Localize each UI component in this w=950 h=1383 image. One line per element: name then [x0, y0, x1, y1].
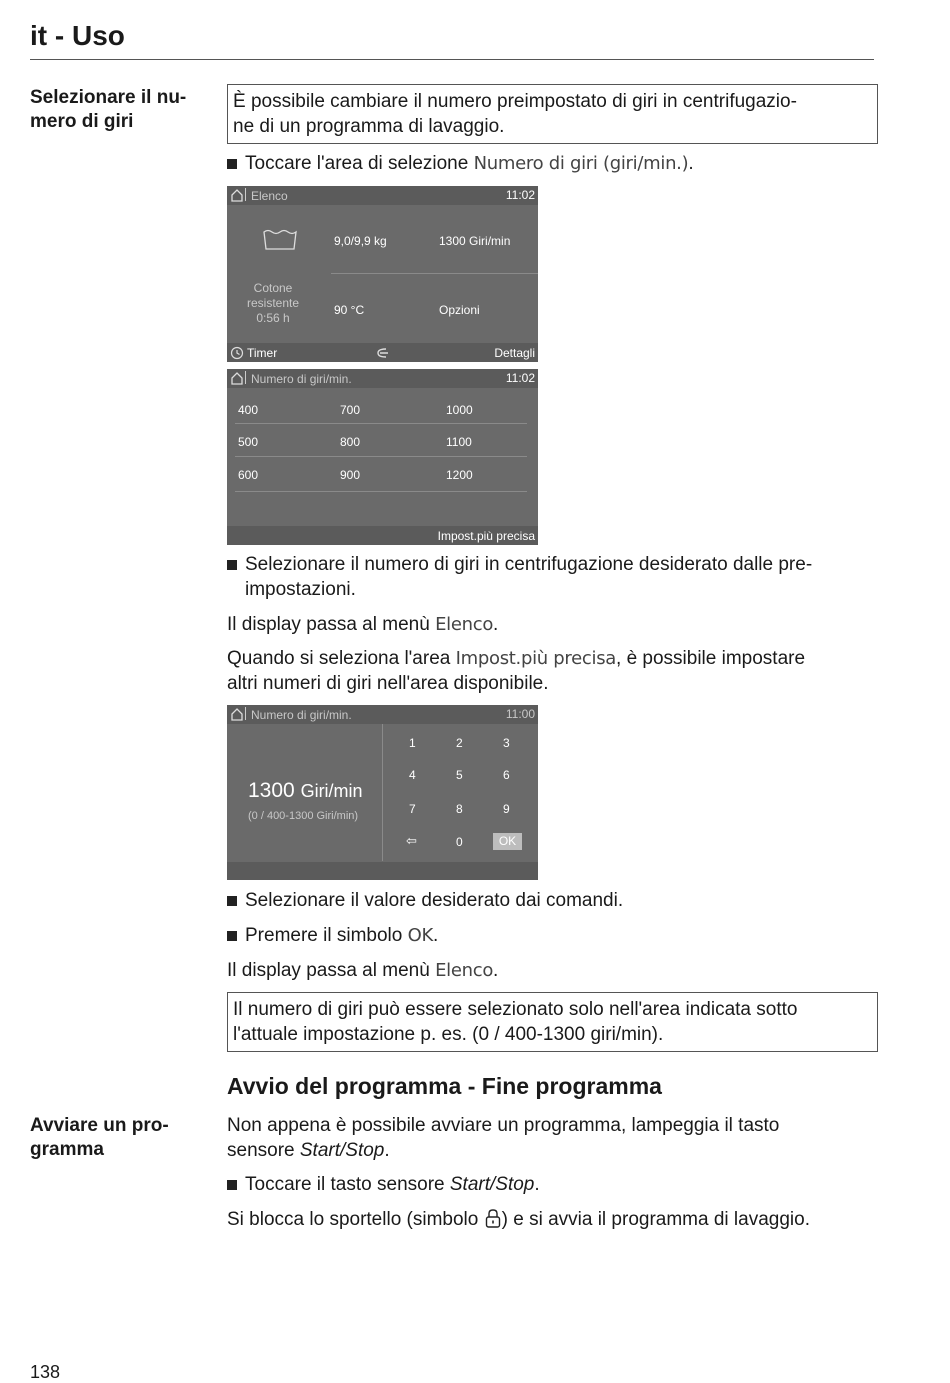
para-text: sensore	[227, 1140, 300, 1161]
ui-term: OK	[407, 925, 433, 946]
temperature-value[interactable]: 90 °C	[334, 303, 365, 317]
screen-time: 11:02	[505, 188, 535, 202]
note-line: Il numero di giri può essere selezionato solo nell'area indicata sotto	[233, 999, 798, 1020]
home-icon[interactable]	[230, 707, 244, 721]
bullet-square-icon	[227, 931, 237, 941]
note-box	[227, 992, 878, 1052]
keypad-key-8[interactable]: 8	[456, 802, 463, 816]
bullet-line: impostazioni.	[245, 579, 356, 600]
row-divider	[235, 423, 527, 424]
para-end: .	[493, 614, 499, 635]
backspace-icon[interactable]: ⇦	[406, 834, 417, 849]
para-end: , è possibile impostare	[616, 648, 806, 669]
paragraph-display-list-2	[227, 958, 877, 983]
keypad-key-0[interactable]: 0	[456, 835, 463, 849]
side-label-line: Avviare un pro-	[30, 1115, 169, 1136]
keypad-key-5[interactable]: 5	[456, 768, 463, 782]
ui-term: Elenco	[435, 960, 494, 981]
speed-entry-value: 1300	[248, 779, 295, 802]
speed-range: (0 / 400-1300 Giri/min)	[248, 810, 359, 822]
paragraph-door-lock	[227, 1207, 877, 1232]
para-text: Il display passa al menù	[227, 960, 436, 981]
speed-option[interactable]: 700	[340, 403, 361, 417]
program-name[interactable]	[247, 281, 299, 326]
side-label-select-speed	[30, 86, 210, 134]
paragraph-precise-setting	[227, 646, 877, 696]
keypad-key-4[interactable]: 4	[409, 768, 416, 782]
start-stop-term: Start/Stop	[299, 1140, 385, 1161]
page-title: it - Uso	[30, 20, 125, 51]
bullet-end: .	[534, 1174, 540, 1195]
bullet-text: Selezionare il valore desiderato dai comandi.	[245, 890, 624, 911]
display-screen-keypad	[227, 705, 538, 880]
speed-option[interactable]: 800	[340, 435, 361, 449]
program-line: Cotone	[253, 281, 293, 295]
home-icon[interactable]	[230, 371, 244, 385]
side-label-line: Selezionare il nu-	[30, 87, 187, 108]
display-screen-speed-presets	[227, 369, 538, 545]
bullet-text: Toccare l'area di selezione	[245, 153, 474, 174]
note-line: l'attuale impostazione p. es. (0 / 400-1300 giri/min).	[233, 1024, 664, 1045]
bullet-select-value	[227, 888, 877, 913]
speed-option[interactable]: 600	[238, 468, 259, 482]
para-text: Si blocca lo sportello (simbolo	[227, 1209, 484, 1230]
para-line: Non appena è possibile avviare un programma, lampeggia il tasto	[227, 1115, 780, 1136]
row-divider	[235, 491, 527, 492]
bullet-text: Toccare il tasto sensore	[245, 1174, 450, 1195]
lock-icon	[484, 1208, 502, 1228]
row-divider	[235, 456, 527, 457]
para-text: Quando si seleziona l'area	[227, 648, 456, 669]
para-end: .	[384, 1140, 390, 1161]
speed-option[interactable]: 900	[340, 468, 361, 482]
details-button[interactable]: Dettagli	[494, 346, 535, 360]
keypad-key-7[interactable]: 7	[409, 802, 416, 816]
keypad-key-9[interactable]: 9	[503, 802, 510, 816]
bullet-text: Premere il simbolo	[245, 925, 408, 946]
speed-value[interactable]: 1300 Giri/min	[439, 234, 511, 248]
start-stop-term: Start/Stop	[449, 1174, 535, 1195]
clock-icon	[230, 346, 244, 360]
para-end: .	[493, 960, 499, 981]
section-heading: Avvio del programma - Fine programma	[227, 1073, 662, 1099]
screen-header-label: Numero di giri/min.	[251, 372, 352, 386]
wash-tub-icon	[263, 228, 297, 250]
bullet-square-icon	[227, 560, 237, 570]
para-end: ) e si avvia il programma di lavaggio.	[501, 1209, 810, 1230]
para-line: altri numeri di giri nell'area disponibile.	[227, 673, 549, 694]
screen-footer-bar	[227, 862, 538, 880]
timer-button[interactable]: Timer	[247, 346, 278, 360]
bullet-square-icon	[227, 1180, 237, 1190]
home-icon[interactable]	[230, 188, 244, 202]
side-label-line: gramma	[30, 1139, 104, 1160]
bullet-select-preset	[227, 552, 877, 602]
header-separator	[245, 707, 246, 720]
program-line: resistente	[247, 296, 300, 310]
ok-button[interactable]: OK	[493, 833, 522, 850]
options-button[interactable]: Opzioni	[439, 303, 480, 317]
speed-entry-display	[248, 779, 363, 803]
ui-term: Elenco	[435, 614, 494, 635]
page-number: 138	[30, 1362, 61, 1382]
para-text: Il display passa al menù	[227, 614, 436, 635]
keypad-key-1[interactable]: 1	[409, 736, 416, 750]
display-screen-list	[227, 186, 538, 362]
load-value[interactable]: 9,0/9,9 kg	[334, 234, 387, 248]
screen-header-label: Numero di giri/min.	[251, 708, 352, 722]
info-box	[227, 84, 878, 144]
ui-term: Impost.più precisa	[455, 648, 617, 669]
screen-time: 11:02	[505, 371, 535, 385]
side-label-start-program	[30, 1114, 210, 1162]
bullet-end: .	[432, 925, 439, 946]
speed-option[interactable]: 1100	[446, 435, 472, 449]
info-box-line: È possibile cambiare il numero preimpostato di giri in centrifugazio-	[233, 91, 797, 112]
program-duration: 0:56 h	[256, 311, 290, 325]
header-divider	[30, 59, 874, 60]
header-separator	[245, 371, 246, 384]
screen-header-label: Elenco	[251, 189, 288, 203]
bullet-line: Selezionare il numero di giri in centrifugazione desiderato dalle pre-	[245, 554, 813, 575]
speed-option[interactable]: 500	[238, 435, 259, 449]
bullet-square-icon	[227, 896, 237, 906]
precise-setting-button[interactable]: Impost.più precisa	[437, 529, 535, 543]
paragraph-start-flash	[227, 1113, 877, 1163]
speed-option[interactable]: 1200	[446, 468, 473, 482]
keypad-divider	[382, 724, 383, 861]
keypad-key-6[interactable]: 6	[503, 768, 510, 782]
speed-entry-unit: Giri/min	[300, 781, 363, 801]
screen-divider	[331, 273, 538, 274]
keypad-key-2[interactable]: 2	[456, 736, 463, 750]
header-separator	[245, 188, 246, 201]
bullet-touch-speed-area	[227, 151, 877, 176]
bullet-press-ok	[227, 923, 877, 948]
keypad-key-3[interactable]: 3	[503, 736, 510, 750]
info-box-line: ne di un programma di lavaggio.	[233, 116, 505, 137]
bullet-end: .	[688, 153, 694, 174]
speed-option[interactable]: 1000	[446, 403, 473, 417]
bullet-square-icon	[227, 159, 237, 169]
screen-time: 11:00	[505, 707, 535, 721]
eco-icon[interactable]	[375, 347, 389, 359]
ui-term: Numero di giri (giri/min.)	[473, 153, 689, 174]
side-label-line: mero di giri	[30, 111, 134, 132]
bullet-touch-start-stop	[227, 1172, 877, 1197]
speed-option[interactable]: 400	[238, 403, 259, 417]
paragraph-display-list	[227, 612, 877, 637]
